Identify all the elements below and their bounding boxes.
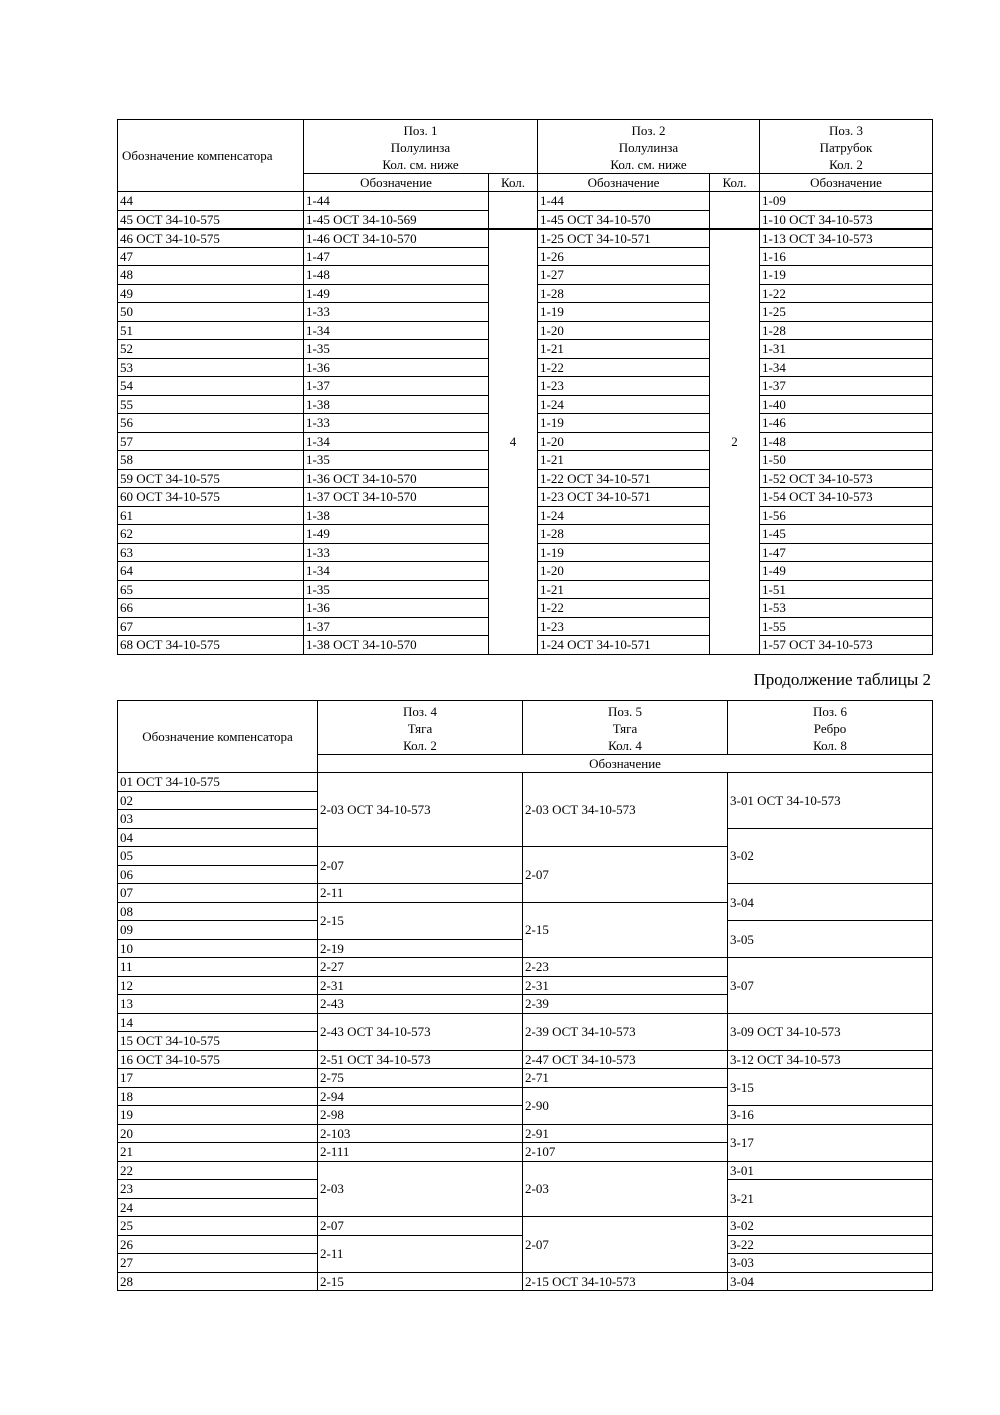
pos2-kol-cell [710,192,760,229]
compensator-cell: 65 [118,580,304,599]
pos6-designation-cell: 3-17 [728,1124,933,1161]
pos5-designation-cell: 2-71 [523,1069,728,1088]
header-pos2-kol: Кол. [710,174,760,192]
parts-table-2 [117,700,933,1291]
table-row [118,958,933,977]
compensator-cell: 11 [118,958,318,977]
pos2-designation-cell: 1-22 [538,599,710,618]
header-pos3-number: Поз. 3 [828,123,864,138]
compensator-cell: 63 [118,543,304,562]
pos1-designation-cell: 1-33 [304,303,489,322]
pos6-designation-cell: 3-15 [728,1069,933,1106]
pos1-designation-cell: 1-35 [304,580,489,599]
compensator-cell: 12 [118,976,318,995]
table-row [118,229,933,248]
pos1-designation-cell: 1-34 [304,321,489,340]
pos3-designation-cell: 1-50 [760,451,933,470]
pos3-designation-cell: 1-28 [760,321,933,340]
pos3-designation-cell: 1-09 [760,192,933,211]
pos2-designation-cell: 1-20 [538,321,710,340]
pos1-kol-cell: 4 [489,229,538,655]
table-row [118,1161,933,1180]
pos5-designation-cell: 2-15 ОСТ 34-10-573 [523,1272,728,1291]
pos6-designation-cell: 3-01 [728,1161,933,1180]
pos1-designation-cell: 1-37 ОСТ 34-10-570 [304,488,489,507]
pos3-designation-cell: 1-10 ОСТ 34-10-573 [760,210,933,229]
pos5-designation-cell: 2-07 [523,847,728,903]
table-row [118,773,933,792]
pos3-designation-cell: 1-51 [760,580,933,599]
pos1-designation-cell: 1-36 ОСТ 34-10-570 [304,469,489,488]
pos1-designation-cell: 1-48 [304,266,489,285]
pos3-designation-cell: 1-19 [760,266,933,285]
compensator-cell: 24 [118,1198,318,1217]
pos2-designation-cell: 1-45 ОСТ 34-10-570 [538,210,710,229]
header-pos2-qty: Кол. см. ниже [610,157,687,172]
pos4-designation-cell: 2-27 [318,958,523,977]
compensator-cell: 26 [118,1235,318,1254]
compensator-cell: 54 [118,377,304,396]
compensator-cell: 66 [118,599,304,618]
compensator-cell: 28 [118,1272,318,1291]
compensator-cell: 03 [118,810,318,829]
table-row [118,1272,933,1291]
pos5-designation-cell: 2-39 ОСТ 34-10-573 [523,1013,728,1050]
pos6-designation-cell: 3-07 [728,958,933,1014]
pos2-designation-cell: 1-28 [538,525,710,544]
pos2-designation-cell: 1-21 [538,340,710,359]
table-row [118,1217,933,1236]
pos6-designation-cell: 3-01 ОСТ 34-10-573 [728,773,933,829]
compensator-cell: 56 [118,414,304,433]
pos3-designation-cell: 1-13 ОСТ 34-10-573 [760,229,933,248]
header-pos6-part: Ребро [813,721,847,736]
pos3-designation-cell: 1-55 [760,617,933,636]
compensator-cell: 55 [118,395,304,414]
compensator-cell: 09 [118,921,318,940]
pos5-designation-cell: 2-03 [523,1161,728,1217]
compensator-cell: 02 [118,791,318,810]
compensator-cell: 57 [118,432,304,451]
compensator-cell: 44 [118,192,304,211]
pos3-designation-cell: 1-48 [760,432,933,451]
pos4-designation-cell: 2-07 [318,847,523,884]
pos4-designation-cell: 2-111 [318,1143,523,1162]
compensator-cell: 50 [118,303,304,322]
pos2-designation-cell: 1-24 [538,506,710,525]
compensator-cell: 25 [118,1217,318,1236]
compensator-cell: 15 ОСТ 34-10-575 [118,1032,318,1051]
header-pos4-number: Поз. 4 [402,704,438,719]
table-row [118,1050,933,1069]
pos6-designation-cell: 3-04 [728,884,933,921]
compensator-cell: 13 [118,995,318,1014]
header-pos2-number: Поз. 2 [631,123,666,138]
pos6-designation-cell: 3-09 ОСТ 34-10-573 [728,1013,933,1050]
pos1-designation-cell: 1-49 [304,525,489,544]
compensator-cell: 47 [118,247,304,266]
compensator-cell: 48 [118,266,304,285]
pos6-designation-cell: 3-22 [728,1235,933,1254]
pos2-designation-cell: 1-26 [538,247,710,266]
header-pos1-part: Полулинза [390,140,451,155]
pos3-designation-cell: 1-37 [760,377,933,396]
pos1-designation-cell: 1-36 [304,358,489,377]
header-pos1-designation: Обозначение [304,174,489,192]
pos1-designation-cell: 1-36 [304,599,489,618]
pos2-designation-cell: 1-23 ОСТ 34-10-571 [538,488,710,507]
header-pos2 [538,120,760,174]
pos6-designation-cell: 3-05 [728,921,933,958]
pos2-designation-cell: 1-28 [538,284,710,303]
pos6-designation-cell: 3-03 [728,1254,933,1273]
pos3-designation-cell: 1-31 [760,340,933,359]
pos2-designation-cell: 1-22 [538,358,710,377]
pos4-designation-cell: 2-98 [318,1106,523,1125]
compensator-cell: 64 [118,562,304,581]
header-pos4-part: Тяга [407,721,433,736]
pos1-designation-cell: 1-35 [304,451,489,470]
header-pos1 [304,120,538,174]
pos6-designation-cell: 3-04 [728,1272,933,1291]
pos2-designation-cell: 1-19 [538,543,710,562]
pos2-designation-cell: 1-20 [538,432,710,451]
header-pos1-kol: Кол. [489,174,538,192]
pos5-designation-cell: 2-47 ОСТ 34-10-573 [523,1050,728,1069]
pos2-designation-cell: 1-23 [538,617,710,636]
header-pos3 [760,120,933,174]
pos4-designation-cell: 2-43 ОСТ 34-10-573 [318,1013,523,1050]
pos2-designation-cell: 1-24 [538,395,710,414]
compensator-cell: 67 [118,617,304,636]
compensator-cell: 51 [118,321,304,340]
pos1-designation-cell: 1-38 ОСТ 34-10-570 [304,636,489,655]
header-compensator: Обозначение компенсатора [118,120,304,192]
header-designation: Обозначение [318,755,933,773]
pos3-designation-cell: 1-16 [760,247,933,266]
pos5-designation-cell: 2-07 [523,1217,728,1273]
compensator-cell: 27 [118,1254,318,1273]
table1-body [118,192,933,655]
pos4-designation-cell: 2-51 ОСТ 34-10-573 [318,1050,523,1069]
compensator-cell: 46 ОСТ 34-10-575 [118,229,304,248]
pos3-designation-cell: 1-47 [760,543,933,562]
table-row [118,1013,933,1032]
pos4-designation-cell: 2-75 [318,1069,523,1088]
pos6-designation-cell: 3-12 ОСТ 34-10-573 [728,1050,933,1069]
header-pos4 [318,701,523,755]
pos5-designation-cell: 2-15 [523,902,728,958]
compensator-cell: 21 [118,1143,318,1162]
pos5-designation-cell: 2-31 [523,976,728,995]
pos1-designation-cell: 1-47 [304,247,489,266]
pos5-designation-cell: 2-23 [523,958,728,977]
pos3-designation-cell: 1-53 [760,599,933,618]
pos1-designation-cell: 1-46 ОСТ 34-10-570 [304,229,489,248]
pos3-designation-cell: 1-52 ОСТ 34-10-573 [760,469,933,488]
compensator-cell: 60 ОСТ 34-10-575 [118,488,304,507]
header-pos4-qty: Кол. 2 [403,738,437,753]
pos1-designation-cell: 1-35 [304,340,489,359]
pos5-designation-cell: 2-91 [523,1124,728,1143]
header-pos3-designation: Обозначение [760,174,933,192]
pos1-designation-cell: 1-45 ОСТ 34-10-569 [304,210,489,229]
pos1-designation-cell: 1-49 [304,284,489,303]
compensator-cell: 59 ОСТ 34-10-575 [118,469,304,488]
pos2-designation-cell: 1-23 [538,377,710,396]
header-pos1-qty: Кол. см. ниже [382,157,459,172]
pos1-designation-cell: 1-33 [304,414,489,433]
pos3-designation-cell: 1-57 ОСТ 34-10-573 [760,636,933,655]
pos2-designation-cell: 1-25 ОСТ 34-10-571 [538,229,710,248]
pos1-designation-cell: 1-33 [304,543,489,562]
pos2-designation-cell: 1-22 ОСТ 34-10-571 [538,469,710,488]
compensator-cell: 08 [118,902,318,921]
pos2-designation-cell: 1-21 [538,451,710,470]
header-pos2-designation: Обозначение [538,174,710,192]
compensator-cell: 68 ОСТ 34-10-575 [118,636,304,655]
pos1-designation-cell: 1-38 [304,395,489,414]
pos3-designation-cell: 1-45 [760,525,933,544]
pos4-designation-cell: 2-15 [318,1272,523,1291]
pos4-designation-cell: 2-03 [318,1161,523,1217]
compensator-cell: 16 ОСТ 34-10-575 [118,1050,318,1069]
compensator-cell: 04 [118,828,318,847]
pos1-designation-cell: 1-37 [304,617,489,636]
header-pos6 [728,701,933,755]
pos3-designation-cell: 1-22 [760,284,933,303]
pos3-designation-cell: 1-34 [760,358,933,377]
table-row [118,1124,933,1143]
compensator-cell: 06 [118,865,318,884]
parts-table-1 [117,119,933,655]
pos2-designation-cell: 1-20 [538,562,710,581]
pos3-designation-cell: 1-49 [760,562,933,581]
pos1-designation-cell: 1-37 [304,377,489,396]
pos3-designation-cell: 1-25 [760,303,933,322]
compensator-cell: 58 [118,451,304,470]
pos3-designation-cell: 1-54 ОСТ 34-10-573 [760,488,933,507]
pos1-designation-cell: 1-44 [304,192,489,211]
table-caption: Продолжение таблицы 2 [753,670,931,689]
pos3-designation-cell: 1-40 [760,395,933,414]
pos4-designation-cell: 2-19 [318,939,523,958]
pos4-designation-cell: 2-11 [318,884,523,903]
header-pos5-number: Поз. 5 [607,704,643,719]
compensator-cell: 14 [118,1013,318,1032]
compensator-cell: 62 [118,525,304,544]
pos1-kol-cell [489,192,538,229]
header-pos6-qty: Кол. 8 [813,738,847,753]
pos1-designation-cell: 1-38 [304,506,489,525]
compensator-cell: 05 [118,847,318,866]
compensator-cell: 52 [118,340,304,359]
pos5-designation-cell: 2-39 [523,995,728,1014]
header-pos5-part: Тяга [612,721,638,736]
pos4-designation-cell: 2-15 [318,902,523,939]
compensator-cell: 22 [118,1161,318,1180]
header-pos5 [523,701,728,755]
pos1-designation-cell: 1-34 [304,562,489,581]
pos3-designation-cell: 1-56 [760,506,933,525]
pos6-designation-cell: 3-02 [728,828,933,884]
header-pos2-part: Полулинза [618,140,679,155]
compensator-cell: 10 [118,939,318,958]
compensator-cell: 61 [118,506,304,525]
header-compensator: Обозначение компенсатора [118,701,318,773]
compensator-cell: 53 [118,358,304,377]
pos5-designation-cell: 2-90 [523,1087,728,1124]
compensator-cell: 01 ОСТ 34-10-575 [118,773,318,792]
table-row [118,192,933,211]
pos2-designation-cell: 1-21 [538,580,710,599]
pos2-designation-cell: 1-27 [538,266,710,285]
pos3-designation-cell: 1-46 [760,414,933,433]
header-pos6-number: Поз. 6 [812,704,848,719]
pos4-designation-cell: 2-94 [318,1087,523,1106]
table2-body [118,773,933,1291]
pos6-designation-cell: 3-21 [728,1180,933,1217]
pos5-designation-cell: 2-03 ОСТ 34-10-573 [523,773,728,847]
compensator-cell: 19 [118,1106,318,1125]
header-pos1-number: Поз. 1 [403,123,438,138]
pos4-designation-cell: 2-103 [318,1124,523,1143]
header-pos3-part: Патрубок [819,140,873,155]
pos2-designation-cell: 1-24 ОСТ 34-10-571 [538,636,710,655]
pos4-designation-cell: 2-11 [318,1235,523,1272]
pos5-designation-cell: 2-107 [523,1143,728,1162]
pos2-kol-cell: 2 [710,229,760,655]
pos6-designation-cell: 3-16 [728,1106,933,1125]
pos4-designation-cell: 2-07 [318,1217,523,1236]
pos4-designation-cell: 2-03 ОСТ 34-10-573 [318,773,523,847]
pos1-designation-cell: 1-34 [304,432,489,451]
header-pos3-qty: Кол. 2 [829,157,863,172]
compensator-cell: 07 [118,884,318,903]
compensator-cell: 17 [118,1069,318,1088]
pos2-designation-cell: 1-44 [538,192,710,211]
pos2-designation-cell: 1-19 [538,303,710,322]
header-pos5-qty: Кол. 4 [608,738,642,753]
compensator-cell: 49 [118,284,304,303]
compensator-cell: 20 [118,1124,318,1143]
pos6-designation-cell: 3-02 [728,1217,933,1236]
pos4-designation-cell: 2-43 [318,995,523,1014]
compensator-cell: 23 [118,1180,318,1199]
compensator-cell: 18 [118,1087,318,1106]
pos2-designation-cell: 1-19 [538,414,710,433]
table-row [118,1069,933,1088]
compensator-cell: 45 ОСТ 34-10-575 [118,210,304,229]
pos4-designation-cell: 2-31 [318,976,523,995]
